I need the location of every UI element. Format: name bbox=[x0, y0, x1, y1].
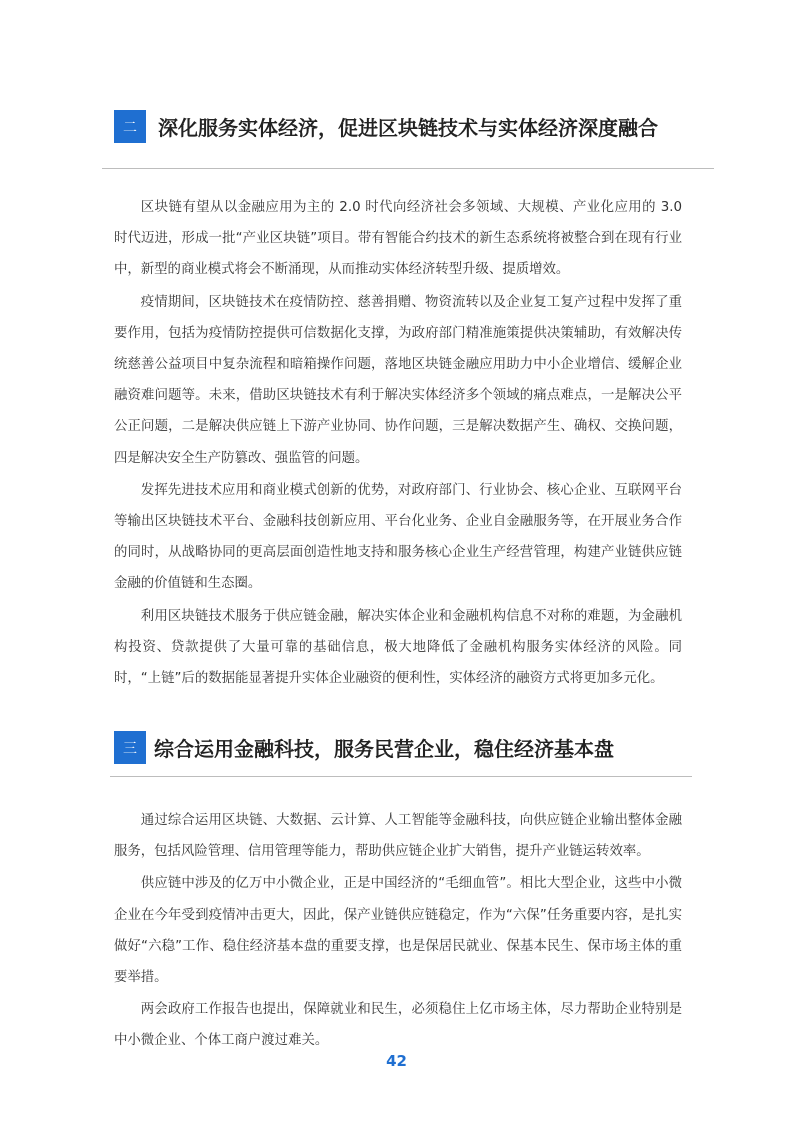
paragraph: 通过综合运用区块链、大数据、云计算、人工智能等金融科技，向供应链企业输出整体金融服务，包括风险管理、信用管理等能力，帮助供应链企业扩大销售，提升产业链运转效率。 bbox=[114, 813, 682, 860]
section-3-body bbox=[114, 805, 682, 1058]
section-2-heading bbox=[114, 110, 658, 143]
paragraph: 两会政府工作报告也提出，保障就业和民生，必须稳住上亿市场主体，尽力帮助企业特别是中小微企业、个体工商户渡过难关。 bbox=[114, 1002, 682, 1049]
paragraph: 利用区块链技术服务于供应链金融，解决实体企业和金融机构信息不对称的难题，为金融机构投资、贷款提供了大量可靠的基础信息，极大地降低了金融机构服务实体经济的风险。同时，“上链”后的数据能显著提升实体企业融资的便利性，实体经济的融资方式将更加多元化。 bbox=[114, 608, 682, 687]
section-2-divider bbox=[102, 168, 714, 169]
section-3-number-badge: 三 bbox=[114, 731, 146, 764]
section-2-body bbox=[114, 192, 682, 695]
paragraph: 区块链有望从以金融应用为主的 2.0 时代向经济社会多领域、大规模、产业化应用的 3.0 时代迈进，形成一批“产业区块链”项目。带有智能合约技术的新生态系统将被整合到在现有行业中，新型的商业模式将会不断涌现，从而推动实体经济转型升级、提质增效。 bbox=[114, 200, 682, 278]
section-3-title: 综合运用金融科技，服务民营企业，稳住经济基本盘 bbox=[154, 737, 614, 761]
paragraph: 疫情期间，区块链技术在疫情防控、慈善捐赠、物资流转以及企业复工复产过程中发挥了重要作用，包括为疫情防控提供可信数据化支撑，为政府部门精准施策提供决策辅助，有效解决传统慈善公益项目中复杂流程和暗箱操作问题，落地区块链金融应用助力中小企业增信、缓解企业融资难问题等。未来，借助区块链技术有利于解决实体经济多个领域的痛点难点，一是解决公平公正问题，二是解决供应链上下游产业协同、协作问题，三是解决数据产生、确权、交换问题，四是解决安全生产防篡改、强监管的问题。 bbox=[114, 294, 682, 466]
section-2-number-badge: 二 bbox=[114, 110, 146, 143]
paragraph: 供应链中涉及的亿万中小微企业，正是中国经济的“毛细血管”。相比大型企业，这些中小微企业在今年受到疫情冲击更大，因此，保产业链供应链稳定，作为“六保”任务重要内容，是扎实做好“六稳”工作、稳住经济基本盘的重要支撑，也是保居民就业、保基本民生、保市场主体的重要举措。 bbox=[114, 876, 682, 986]
section-3-divider bbox=[110, 776, 692, 777]
paragraph: 发挥先进技术应用和商业模式创新的优势，对政府部门、行业协会、核心企业、互联网平台等输出区块链技术平台、金融科技创新应用、平台化业务、企业自金融服务等，在开展业务合作的同时，从战略协同的更高层面创造性地支持和服务核心企业生产经营管理，构建产业链供应链金融的价值链和生态圈。 bbox=[114, 482, 682, 592]
section-2-title: 深化服务实体经济，促进区块链技术与实体经济深度融合 bbox=[158, 116, 658, 140]
page-number: 42 bbox=[386, 1052, 407, 1070]
section-3-heading bbox=[114, 731, 614, 764]
